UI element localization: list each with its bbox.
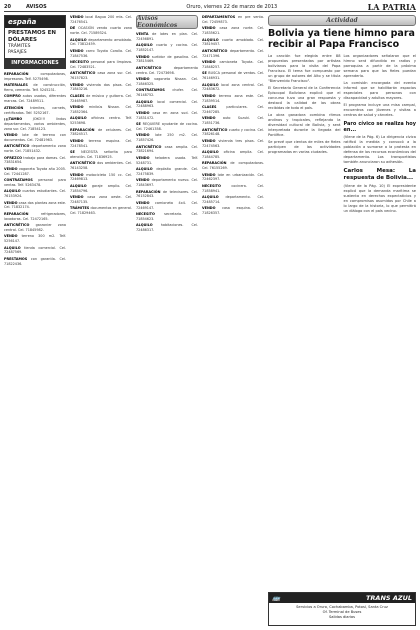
list-item: VENDO casa dos plantas zona este. Cel. 71832174. <box>4 200 66 210</box>
actividad-banner: Actividad <box>268 15 416 26</box>
list-item: CONTRATAMOS personal para ventas. Telf. 5263478. <box>4 178 66 187</box>
trans-azul-line1: Servicios a Oruro, Cochabamba, Potosí, Santa Cruz <box>296 605 388 609</box>
classified-column-3 <box>136 15 198 625</box>
list-item: VENDO lote en urbanización. Cel. 72462397. <box>202 172 264 182</box>
espana-ad-title: españa <box>5 16 65 28</box>
list-item: VENDO lote de terreno con documentos. Cel. 72481963. <box>4 133 66 142</box>
list-item: El Secretario General de la Conferencia Episcopal Boliviana explicó que el concurso tuvo una gran respuesta y destacó la calidad de las obras recibidas de todo el país. <box>268 86 341 111</box>
story-column-a <box>268 54 341 216</box>
list-item: VENDO casa en zona sud. Cel. 71831472. <box>136 110 198 120</box>
list-item: SE REQUIERE ayudante de cocina. Cel. 72461358. <box>136 122 198 131</box>
list-item: VENTA de lotes en plan. Cel. 72456891. <box>136 32 198 41</box>
list-item: ANTICRÉTICO casa zona sur. Cel. 76157823. <box>70 71 132 81</box>
list-item: PRESTAMOS con garantía. Cel. 71822436. <box>4 256 66 266</box>
list-item: NECESITO secretaria. Cel. 71854623. <box>136 212 198 221</box>
list-item: MATERIALES de construcción, fierro, cemento. Telf. 5245231. <box>4 83 66 93</box>
list-item: COMPRO autos usados, diferentes marcas. Cel. 72489511. <box>4 94 66 104</box>
list-item: VENDO terreno esquina. Cel. 72478541. <box>70 138 132 148</box>
list-item: ALQUILO tienda comercial. Cel. 72487569. <box>4 245 66 255</box>
list-item: REPARACIÓN de computadoras. Cel. 76155269. <box>202 161 264 171</box>
list-item: TRÁMITES documentos en general. Cel. 71829463. <box>70 206 132 216</box>
story-column-b-text <box>344 54 417 118</box>
list-item: Los organizadores señalaron que el himno será difundido en radios y parroquias a partir de la próxima semana para que los fieles puedan aprenderlo. <box>343 53 416 78</box>
list-item: El programa incluye una misa campal, encuentros con jóvenes y visitas a centros de salud y cárceles. <box>343 103 416 118</box>
list-item: REPARACIÓN de televisores. Cel. 76152843. <box>136 189 198 199</box>
list-item: CLASES de música y guitarra. Cel. 72465987. <box>70 93 132 103</box>
espana-ad-line2: TRÁMITES <box>8 44 31 50</box>
list-item: VENDO local Bagua 200 mts. Cel. 72476541. <box>70 15 132 24</box>
list-item: SE BUSCA personal de ventas. Cel. 76146931. <box>202 71 264 81</box>
list-item: VENDO camioneta Toyota. Cel. 71848257. <box>202 60 264 69</box>
paro-civico-heading: Paro cívico se realiza hoy en... <box>343 121 416 134</box>
list-item: La comisión encargada del evento informó que se habilitarán espacios especiales para personas con discapacidad y adultos mayores. <box>343 81 416 101</box>
list-item: ALQUILO departamento amoblado. Cel. 73812459. <box>70 37 132 47</box>
trans-azul-line3: Salidas diarias <box>328 614 355 619</box>
list-item: ANTICRÉTICO cuarto y cocina. Cel. 73826148. <box>202 127 264 137</box>
avisos-economicos-banner: Avisos Económicos <box>136 15 198 29</box>
classified-list-3 <box>136 32 198 233</box>
page-header <box>4 3 416 12</box>
carlos-mesa-heading: Carlos Mesa: La respuesta de Bolivia... <box>343 168 416 181</box>
informaciones-title: INFORMACIONES <box>5 58 65 68</box>
list-item: ATENCIÓN trámites, carnets, certificados. Telf. 5252167. <box>4 105 66 115</box>
list-item: ALQUILO oficina amplia. Cel. 71844785. <box>202 150 264 159</box>
list-item: ANTICRÉTICO departamento centro. Cel. 72473698. <box>136 65 198 75</box>
espana-ad-line3: PASAJES <box>8 50 27 56</box>
list-item: VENDO carro Toyota Corolla. Cel. 71847536. <box>70 48 132 58</box>
list-item: VENDO lote 250 m2. Cel. 71857426. <box>136 133 198 143</box>
carlos-mesa-text: (Viene de la Pág. 10) El expresidente explicó que la demanda marítima se sustenta en derechos expectaticios y en compromisos asumidos por Chile a lo largo de la historia, lo que permitirá un diálogo con el país vecino. <box>343 183 416 213</box>
classified-list-1 <box>4 72 66 266</box>
list-item: VENDO vagoneta Nissan. Cel. 71846325. <box>136 77 198 86</box>
list-item: DE OCASIÓN vendo cuarto zona norte. Cel. 71589324. <box>70 26 132 36</box>
classified-list-4 <box>202 15 264 216</box>
list-item: La canción fue elegida entre 88 propuestas presentadas por artistas bolivianos para la visita del Papa Francisco. El tema fue compuesto por un grupo de autores del Alto y se titula "Bienvenido Francisco". <box>268 53 341 83</box>
classified-list-2 <box>70 15 132 216</box>
list-item: DEPARTAMENTOS en pre venta. Cel. 72459873. <box>202 15 264 24</box>
section-name: AVISOS <box>26 4 47 10</box>
list-item: ANTICRÉTICO garzonier zona central. Cel. 71845982. <box>4 223 66 232</box>
list-item: VENDO terreno zona este. Cel. 71839514. <box>202 93 264 103</box>
list-item: CLASES particulares. Cel. 72467285. <box>202 105 264 114</box>
classified-column-4 <box>202 15 264 625</box>
list-item: CONTRATAMOS chofer. Cel. 76148752. <box>136 88 198 98</box>
classified-column-2 <box>70 15 132 625</box>
espana-ad <box>4 15 66 69</box>
list-item: REPARACIÓN refrigeradores, lavadoras. Cel. 72472165. <box>4 211 66 221</box>
list-item: La obra ganadora combina ritmos andinos y tropicales, reflejando la diversidad cultural de Bolivia, y será interpretada durante la llegada del Pontífice. <box>268 113 341 138</box>
main-story <box>268 54 416 216</box>
list-item: VENDO vivienda tres pisos. Cel. 72474563. <box>202 138 264 148</box>
list-item: OFREZCO trabajo para damas. Cel. 73831654. <box>4 155 66 165</box>
list-item: VENDO minibús Nissan. Cel. 71852364. <box>70 105 132 114</box>
list-item: ALQUILO cuarto amoblado. Cel. 73819457. <box>202 37 264 47</box>
list-item: VENDO auto Suzuki. Cel. 71851736. <box>202 116 264 126</box>
news-column <box>268 15 416 588</box>
list-item: ANTICRÉTICO departamento zona norte. Cel. 71851432. <box>4 144 66 154</box>
list-item: ANTICRÉTICO departamento. Cel. 72471396. <box>202 48 264 58</box>
list-item: VENDO casa zona oeste. Cel. 72487135. <box>70 195 132 204</box>
list-item: VENDO casa esquina. Cel. 71826357. <box>202 206 264 216</box>
list-item: ALQUILO local zona central. Cel. 72483672. <box>202 82 264 92</box>
list-item: VENDO vagoneta Toyota año 2005. Cel. 72441287. <box>4 166 66 176</box>
trans-azul-ad <box>268 592 416 626</box>
list-item: ALQUILO habitaciones. Cel. 72486317. <box>136 223 198 233</box>
list-item: VENDO heladera usada. Telf. 5248731. <box>136 155 198 165</box>
list-item: ALQUILO oficinas centro. Telf. 5253698. <box>70 116 132 126</box>
list-item: ANTICRÉTICO dos ambientes. Cel. 76143258. <box>70 161 132 171</box>
list-item: VENDO departamento nuevo. Cel. 71843697. <box>136 178 198 188</box>
page-number: 20 <box>4 4 11 10</box>
list-item: SE NECESITA señorita para atención. Cel. 71836925. <box>70 150 132 159</box>
list-item: VENDO motocicleta 150 cc. Cel. 72469813. <box>70 172 132 182</box>
espana-ad-line1: PRESTAMOS EN DÓLARES <box>8 30 56 44</box>
bus-icon: 🚌 <box>272 594 281 602</box>
list-item: NECESITO cocinera. Cel. 71858941. <box>202 183 264 193</box>
list-item: REPARACIÓN computadoras, impresoras. Telf. 5275498. <box>4 71 66 81</box>
list-item: VENDO surtidor de gasolina. Cel. 73815469. <box>136 54 198 64</box>
list-item: ALQUILO cuarto y cocina. Cel. 71852147. <box>136 43 198 53</box>
list-item: REPARACIÓN de celulares. Cel. 73824517. <box>70 127 132 137</box>
list-item: Se prevé que cientos de miles de fieles participen de las actividades programadas en varias ciudades. <box>268 140 341 155</box>
list-item: NECESITO personal para limpieza. Cel. 72483521. <box>70 60 132 69</box>
main-headline: Bolivia ya tiene himno para recibir al Papa Francisco <box>268 28 415 50</box>
list-item: VENDO vivienda dos pisos. Cel. 71843216. <box>70 82 132 92</box>
list-item: VENDO camioneta 4x4. Cel. 72469147. <box>136 200 198 210</box>
trans-azul-line2: Of. Terminal de Buses <box>322 609 362 614</box>
list-item: VENDO casa zona norte. Cel. 71835621. <box>202 26 264 36</box>
list-item: ALQUILO local comercial. Cel. 72488963. <box>136 99 198 109</box>
list-item: ANTICRÉTICO casa amplia. Cel. 73821694. <box>136 144 198 154</box>
classified-column-1 <box>4 15 66 625</box>
list-item: VENDO terreno 300 m2. Telf. 5256147. <box>4 234 66 244</box>
list-item: ALQUILO garaje amplio. Cel. 71854796. <box>70 183 132 193</box>
list-item: ALQUILO depósito grande. Cel. 72475839. <box>136 167 198 176</box>
paro-civico-text: (Viene de la Pág. 6) La dirigencia cívica ratificó la medida y convocó a la población a sumarse a la protesta en defensa de los recursos económicos del departamento. Los transportistas también anunciaron su adhesión. <box>343 135 416 165</box>
story-column-b <box>344 54 417 216</box>
issue-date: Oruro, viernes 22 de marzo de 2013 <box>186 4 278 10</box>
list-item: ¡¡¡TAMBO JOKO!!! lindos departamentos, varios ambientes, zona sur. Cel. 71854123. <box>4 116 66 131</box>
list-item: ALQUILO cuartos estudiantes. Cel. 76153924. <box>4 189 66 199</box>
newspaper-brand: LA PATRIA <box>367 2 416 12</box>
list-item: ALQUILO departamento. Cel. 72485714. <box>202 195 264 204</box>
trans-azul-name: TRANS AZUL <box>365 594 412 602</box>
